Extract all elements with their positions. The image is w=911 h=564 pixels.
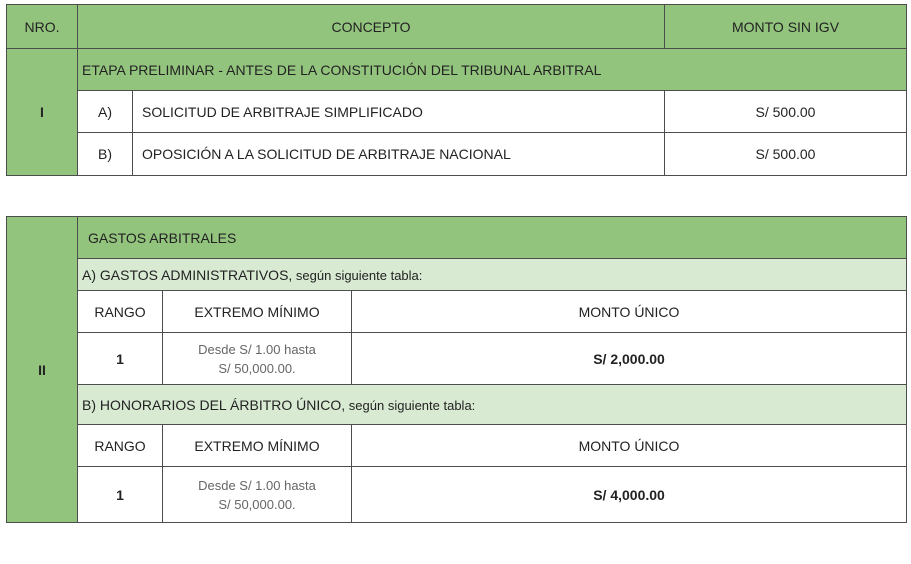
col-header-monto: MONTO ÚNICO: [352, 291, 907, 333]
subsection-title-suffix: según siguiente tabla:: [345, 397, 476, 413]
row-concept: SOLICITUD DE ARBITRAJE SIMPLIFICADO: [133, 91, 665, 133]
col-header-monto: MONTO ÚNICO: [352, 425, 907, 467]
cell-extremo: [163, 333, 352, 385]
header-concepto: CONCEPTO: [78, 5, 665, 49]
cell-rango: 1: [78, 467, 163, 523]
col-header-extremo: EXTREMO MÍNIMO: [163, 425, 352, 467]
row-amount: S/ 500.00: [665, 133, 907, 176]
col-header-rango: RANGO: [78, 291, 163, 333]
subsection-title-main: A) GASTOS ADMINISTRATIVOS,: [82, 266, 293, 283]
table-row: [7, 91, 907, 133]
table-row: [7, 467, 907, 523]
section-title-gastos: GASTOS ARBITRALES: [78, 217, 907, 259]
table-row: [7, 333, 907, 385]
header-nro: NRO.: [7, 5, 78, 49]
section-number-i: I: [7, 49, 78, 176]
subsection-title-administrativos: [78, 259, 907, 291]
row-amount: S/ 500.00: [665, 91, 907, 133]
table-row: [7, 133, 907, 176]
section-number-ii: II: [7, 217, 78, 523]
section-title-preliminary: ETAPA PRELIMINAR - ANTES DE LA CONSTITUCIÓN DEL TRIBUNAL ARBITRAL: [78, 49, 907, 91]
row-letter: B): [78, 133, 133, 176]
extremo-line1: Desde S/ 1.00 hasta: [198, 477, 316, 493]
cell-extremo: [163, 467, 352, 523]
fee-table-arbitral-costs: [6, 216, 907, 523]
extremo-line1: Desde S/ 1.00 hasta: [198, 341, 316, 357]
row-concept: OPOSICIÓN A LA SOLICITUD DE ARBITRAJE NACIONAL: [133, 133, 665, 176]
cell-monto: S/ 2,000.00: [352, 333, 907, 385]
extremo-line2: S/ 50,000.00.: [218, 360, 296, 376]
fee-table-stage-preliminary: [6, 4, 907, 176]
extremo-line2: S/ 50,000.00.: [218, 496, 296, 512]
header-monto: MONTO SIN IGV: [665, 5, 907, 49]
col-header-rango: RANGO: [78, 425, 163, 467]
subsection-title-main: B) HONORARIOS DEL ÁRBITRO ÚNICO,: [82, 396, 346, 413]
col-header-extremo: EXTREMO MÍNIMO: [163, 291, 352, 333]
subsection-title-honorarios: [78, 385, 907, 425]
subsection-title-suffix: según siguiente tabla:: [292, 267, 423, 283]
cell-rango: 1: [78, 333, 163, 385]
cell-monto: S/ 4,000.00: [352, 467, 907, 523]
row-letter: A): [78, 91, 133, 133]
